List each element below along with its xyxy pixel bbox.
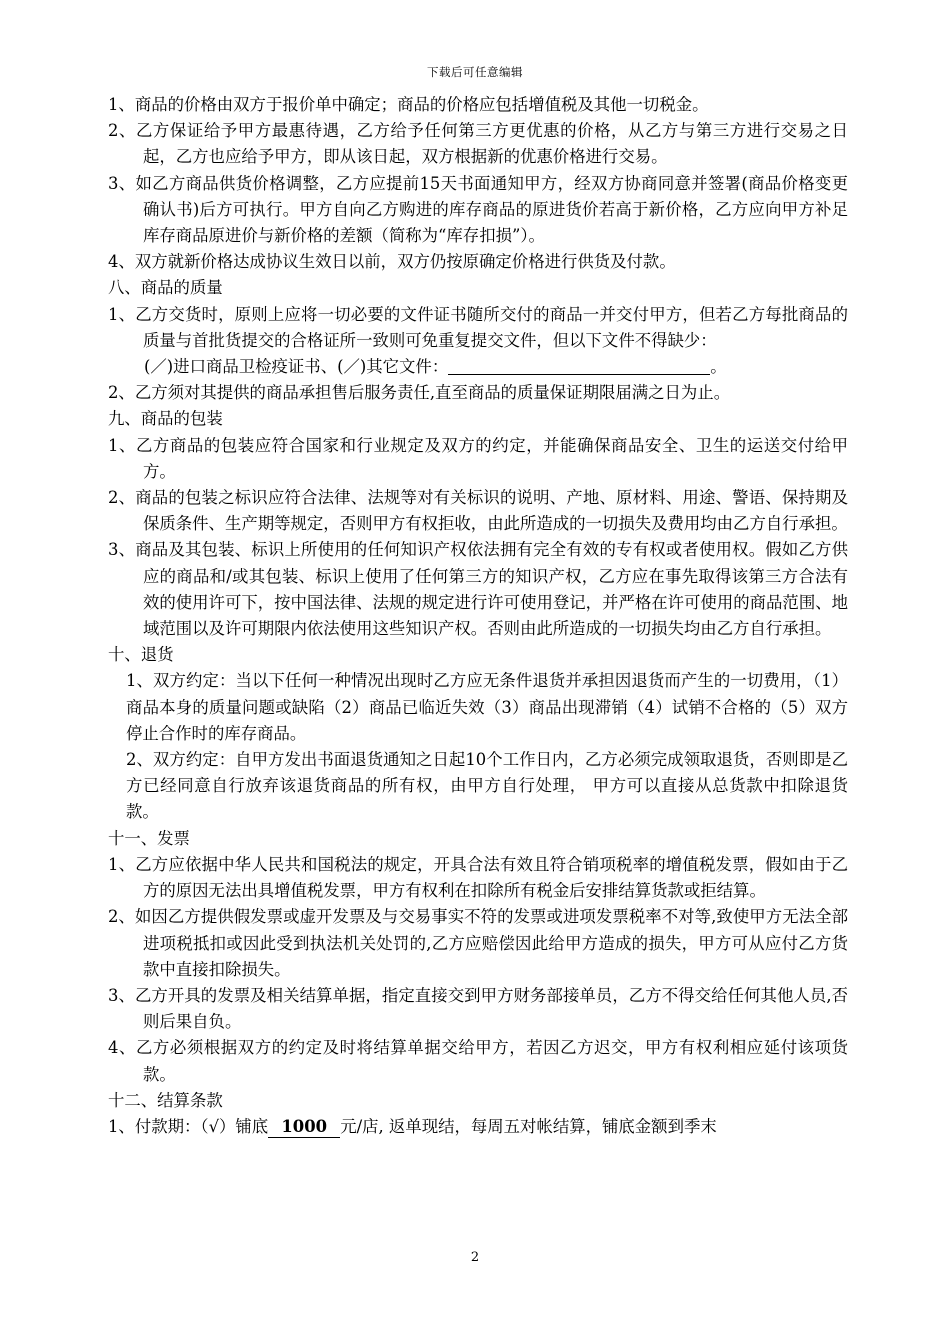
section-heading-returns: 十、退货 bbox=[108, 645, 174, 665]
returns-clause-2: 2、双方约定：自甲方发出书面退货通知之日起10个工作日内，乙方必须完成领取退货，否则即是乙方已经同意自行放弃该退货商品的所有权，由甲方自行处理， 甲方可以直接从总货款中扣除退货款。 bbox=[126, 750, 848, 822]
packaging-clause-2: 2、商品的包装之标识应符合法律、法规等对有关标识的说明、产地、原材料、用途、警语、保持期及保质条件、生产期等规定，否则甲方有权拒收，由此所造成的一切损失及费用均由乙方自行承担。 bbox=[108, 488, 848, 534]
section-heading-invoice: 十一、发票 bbox=[108, 828, 190, 848]
other-documents-blank bbox=[448, 358, 710, 375]
payment-term-prefix: 1、付款期：（√）铺底 bbox=[108, 1116, 269, 1136]
quality-clause-2: 2、乙方须对其提供的商品承担售后服务责任,直至商品的质量保证期限届满之日为止。 bbox=[108, 383, 731, 403]
page-header: 下载后可任意编辑 bbox=[427, 65, 523, 79]
section-heading-settlement: 十二、结算条款 bbox=[108, 1090, 223, 1110]
page-number: 2 bbox=[470, 1250, 480, 1265]
packaging-clause-1: 1、乙方商品的包装应符合国家和行业规定及双方的约定，并能确保商品安全、卫生的运送交付给甲方。 bbox=[108, 435, 848, 481]
price-clause-4: 4、双方就新价格达成协议生效日以前，双方仍按原确定价格进行供货及付款。 bbox=[108, 252, 676, 272]
quality-clause-1: 1、乙方交货时，原则上应将一切必要的文件证书随所交付的商品一并交付甲方，但若乙方每批商品的质量与首批货提交的合格证所一致则可免重复提交文件，但以下文件不得缺少： bbox=[108, 304, 848, 350]
section-heading-packaging: 九、商品的包装 bbox=[108, 409, 223, 429]
price-clause-1: 1、商品的价格由双方于报价单中确定；商品的价格应包括增值税及其他一切税金。 bbox=[108, 95, 709, 114]
required-documents-label: (／)进口商品卫检疫证书、(／)其它文件： bbox=[144, 357, 449, 377]
price-clause-3: 3、如乙方商品供货价格调整，乙方应提前15天书面通知甲方，经双方协商同意并签署(商品价格变更确认书)后方可执行。甲方自向乙方购进的库存商品的原进货价若高于新价格，乙方应向甲方补足库存商品原进价与新价格的差额（简称为“库存扣损”）。 bbox=[108, 173, 848, 246]
packaging-clause-3: 3、商品及其包装、标识上所使用的任何知识产权依法拥有完全有效的专有权或者使用权。假如乙方供应的商品和/或其包装、标识上使用了任何第三方的知识产权，乙方应在事先取得该第三方合法有效的使用许可下，按中国法律、法规的规定进行许可使用登记，并严格在许可使用的商品范围、地域范围以及许可期限内依法使用这些知识产权。否则由此所造成的一切损失均由乙方自行承担。 bbox=[108, 540, 848, 639]
invoice-clause-3: 3、乙方开具的发票及相关结算单据，指定直接交到甲方财务部接单员，乙方不得交给任何其他人员,否则后果自负。 bbox=[108, 985, 848, 1032]
required-documents-line bbox=[108, 354, 848, 380]
returns-clause-1: 1、双方约定：当以下任何一种情况出现时乙方应无条件退货并承担因退货而产生的一切费用，（1）商品本身的质量问题或缺陷（2）商品已临近失效（3）商品出现滞销（4）试销不合格的（5）双方停止合作时的库存商品。 bbox=[126, 671, 848, 743]
section-heading-quality: 八、商品的质量 bbox=[108, 278, 223, 298]
price-clause-2: 2、乙方保证给予甲方最惠待遇，乙方给予任何第三方更优惠的价格，从乙方与第三方进行交易之日起，乙方也应给予甲方，即从该日起，双方根据新的优惠价格进行交易。 bbox=[108, 121, 848, 167]
invoice-clause-2: 2、如因乙方提供假发票或虚开发票及与交易事实不符的发票或进项发票税率不对等,致使甲方无法全部进项税抵扣或因此受到执法机关处罚的,乙方应赔偿因此给甲方造成的损失，甲方可从应付乙方货款中直接扣除损失。 bbox=[108, 907, 848, 979]
required-documents-end: 。 bbox=[710, 357, 727, 377]
invoice-clause-1: 1、乙方应依据中华人民共和国税法的规定，开具合法有效且符合销项税率的增值税发票，假如由于乙方的原因无法出具增值税发票，甲方有权利在扣除所有税金后安排结算货款或拒结算。 bbox=[108, 854, 848, 901]
payment-term-suffix: 元/店, 返单现结，每周五对帐结算，铺底金额到季末 bbox=[340, 1116, 717, 1136]
payment-term-line bbox=[108, 1114, 848, 1140]
invoice-clause-4: 4、乙方必须根据双方的约定及时将结算单据交给甲方，若因乙方迟交，甲方有权利相应延付该项货款。 bbox=[108, 1038, 848, 1084]
document-body bbox=[108, 92, 848, 1140]
deposit-amount: 1000 bbox=[268, 1117, 340, 1138]
